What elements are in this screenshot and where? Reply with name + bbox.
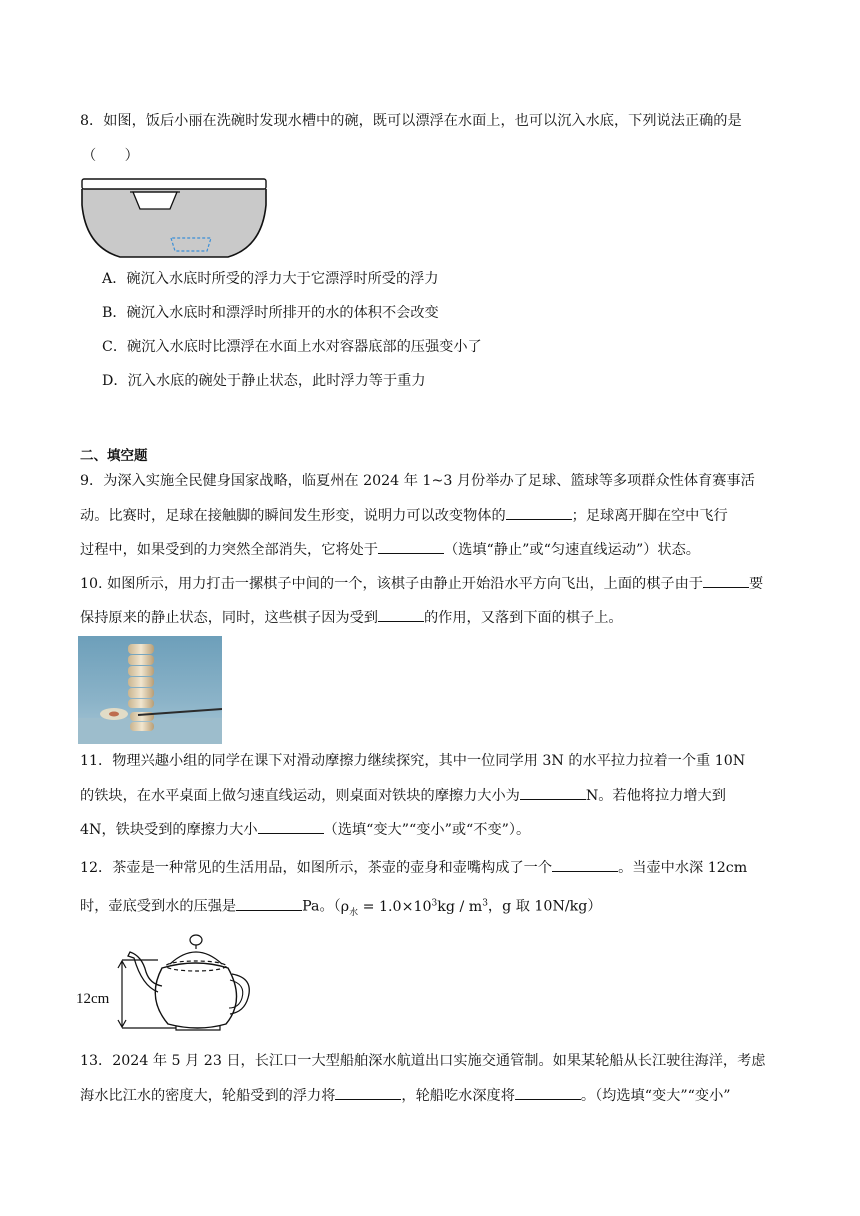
q12-text-2a: 时，壶底受到水的压强是 (80, 898, 237, 915)
rho-subscript: 水 (349, 907, 359, 918)
stacked-chess-pieces-photo (78, 636, 222, 744)
q11-text-2a: 的铁块，在水平桌面上做匀速直线运动，则桌面对铁块的摩擦力大小为 (80, 788, 520, 804)
q12-text-1b: 。当壶中水深 12cm (618, 860, 748, 876)
q13-line-2 (80, 1085, 731, 1106)
q11-line-2 (80, 785, 726, 806)
q13-text-2c: 。（均选填“变大”“变小” (580, 1088, 731, 1104)
q9-text-2a: 动。比赛时，足球在接触脚的瞬间发生形变，说明力可以改变物体的 (80, 508, 506, 524)
q10-line-1 (80, 573, 763, 594)
q12-blank-2[interactable] (236, 896, 302, 911)
q9-text-3b: （选填“静止”或“匀速直线运动”）状态。 (443, 542, 700, 558)
q13-line-1: 13．2024 年 5 月 23 日，长江口一大型船舶深水航道出口实施交通管制。如果某轮船从长江驶往海洋，考虑 (80, 1053, 766, 1069)
q11-text-3a: 4N，铁块受到的摩擦力大小 (80, 822, 258, 838)
density-unit: kg / m (437, 898, 483, 915)
bowl-in-sink-figure (80, 175, 268, 261)
q11-line-1: 11．物理兴趣小组的同学在课下对滑动摩擦力继续探究，其中一位同学用 3N 的水平拉力拉着一个重 10N (80, 753, 746, 769)
q10-line-2 (80, 607, 623, 628)
q11-text-2b: N。若他将拉力增大到 (585, 788, 726, 804)
q13-text-2b: ，轮船吃水深度将 (401, 1088, 515, 1104)
q9-line-3 (80, 539, 700, 560)
q11-line-3 (80, 819, 530, 840)
q8-option-b: B．碗沉入水底时和漂浮时所排开的水的体积不会改变 (102, 305, 439, 321)
section-title-fill-in: 二、填空题 (80, 448, 148, 464)
density-formula (340, 898, 488, 918)
q12-blank-1[interactable] (552, 857, 618, 872)
q8-answer-paren: （ ） (82, 148, 139, 164)
q11-text-3b: （选填“变大”“变小”或“不变”）。 (323, 822, 531, 838)
q9-text-3a: 过程中，如果受到的力突然全部消失，它将处于 (80, 542, 378, 558)
q8-option-a: A．碗沉入水底时所受的浮力大于它漂浮时所受的浮力 (102, 271, 439, 287)
q8-option-d: D．沉入水底的碗处于静止状态，此时浮力等于重力 (102, 373, 426, 389)
q11-blank-2[interactable] (258, 819, 324, 834)
q10-blank-2[interactable] (378, 607, 424, 622)
density-exponent: 3 (431, 898, 438, 908)
q9-text-2b: ；足球离开脚在空中飞行 (571, 508, 728, 524)
q10-text-1b: 要 (748, 576, 764, 592)
q10-blank-1[interactable] (703, 573, 749, 588)
q13-blank-2[interactable] (515, 1085, 581, 1100)
q12-text-1a: 12．茶壶是一种常见的生活用品，如图所示，茶壶的壶身和壶嘴构成了一个 (80, 860, 553, 876)
q12-line-2 (80, 893, 602, 923)
q9-line-2 (80, 505, 728, 526)
q11-blank-1[interactable] (520, 785, 586, 800)
q10-text-2a: 保持原来的静止状态，同时，这些棋子因为受到 (80, 610, 378, 626)
q8-option-c: C．碗沉入水底时比漂浮在水面上水对容器底部的压强变小了 (102, 339, 482, 355)
q13-text-2a: 海水比江水的密度大，轮船受到的浮力将 (80, 1088, 336, 1104)
q9-line-1: 9．为深入实施全民健身国家战略，临夏州在 2024 年 1~3 月份举办了足球、篮球等多项群众性体育赛事活 (80, 473, 755, 489)
q12-g-text: ，g 取 10N/kg） (487, 898, 602, 915)
q9-blank-2[interactable] (378, 539, 444, 554)
density-value: = 1.0×10 (358, 898, 432, 915)
q10-text-1a: 10. 如图所示，用力打击一摞棋子中间的一个，该棋子由静止开始沿水平方向飞出，上面的棋子由于 (80, 576, 703, 592)
density-unit-exponent: 3 (482, 898, 488, 908)
q10-text-2b: 的作用，又落到下面的棋子上。 (423, 610, 623, 626)
q12-line-1 (80, 857, 747, 878)
q9-blank-1[interactable] (506, 505, 572, 520)
q12-text-2b: Pa。（ (302, 898, 341, 915)
teapot-figure (76, 928, 256, 1032)
rho-symbol: ρ (340, 898, 350, 915)
q8-stem: 8．如图，饭后小丽在洗碗时发现水槽中的碗，既可以漂浮在水面上，也可以沉入水底，下列说法正确的是 (80, 113, 742, 129)
teapot-height-label: 12cm (76, 991, 110, 1007)
q13-blank-1[interactable] (335, 1085, 401, 1100)
